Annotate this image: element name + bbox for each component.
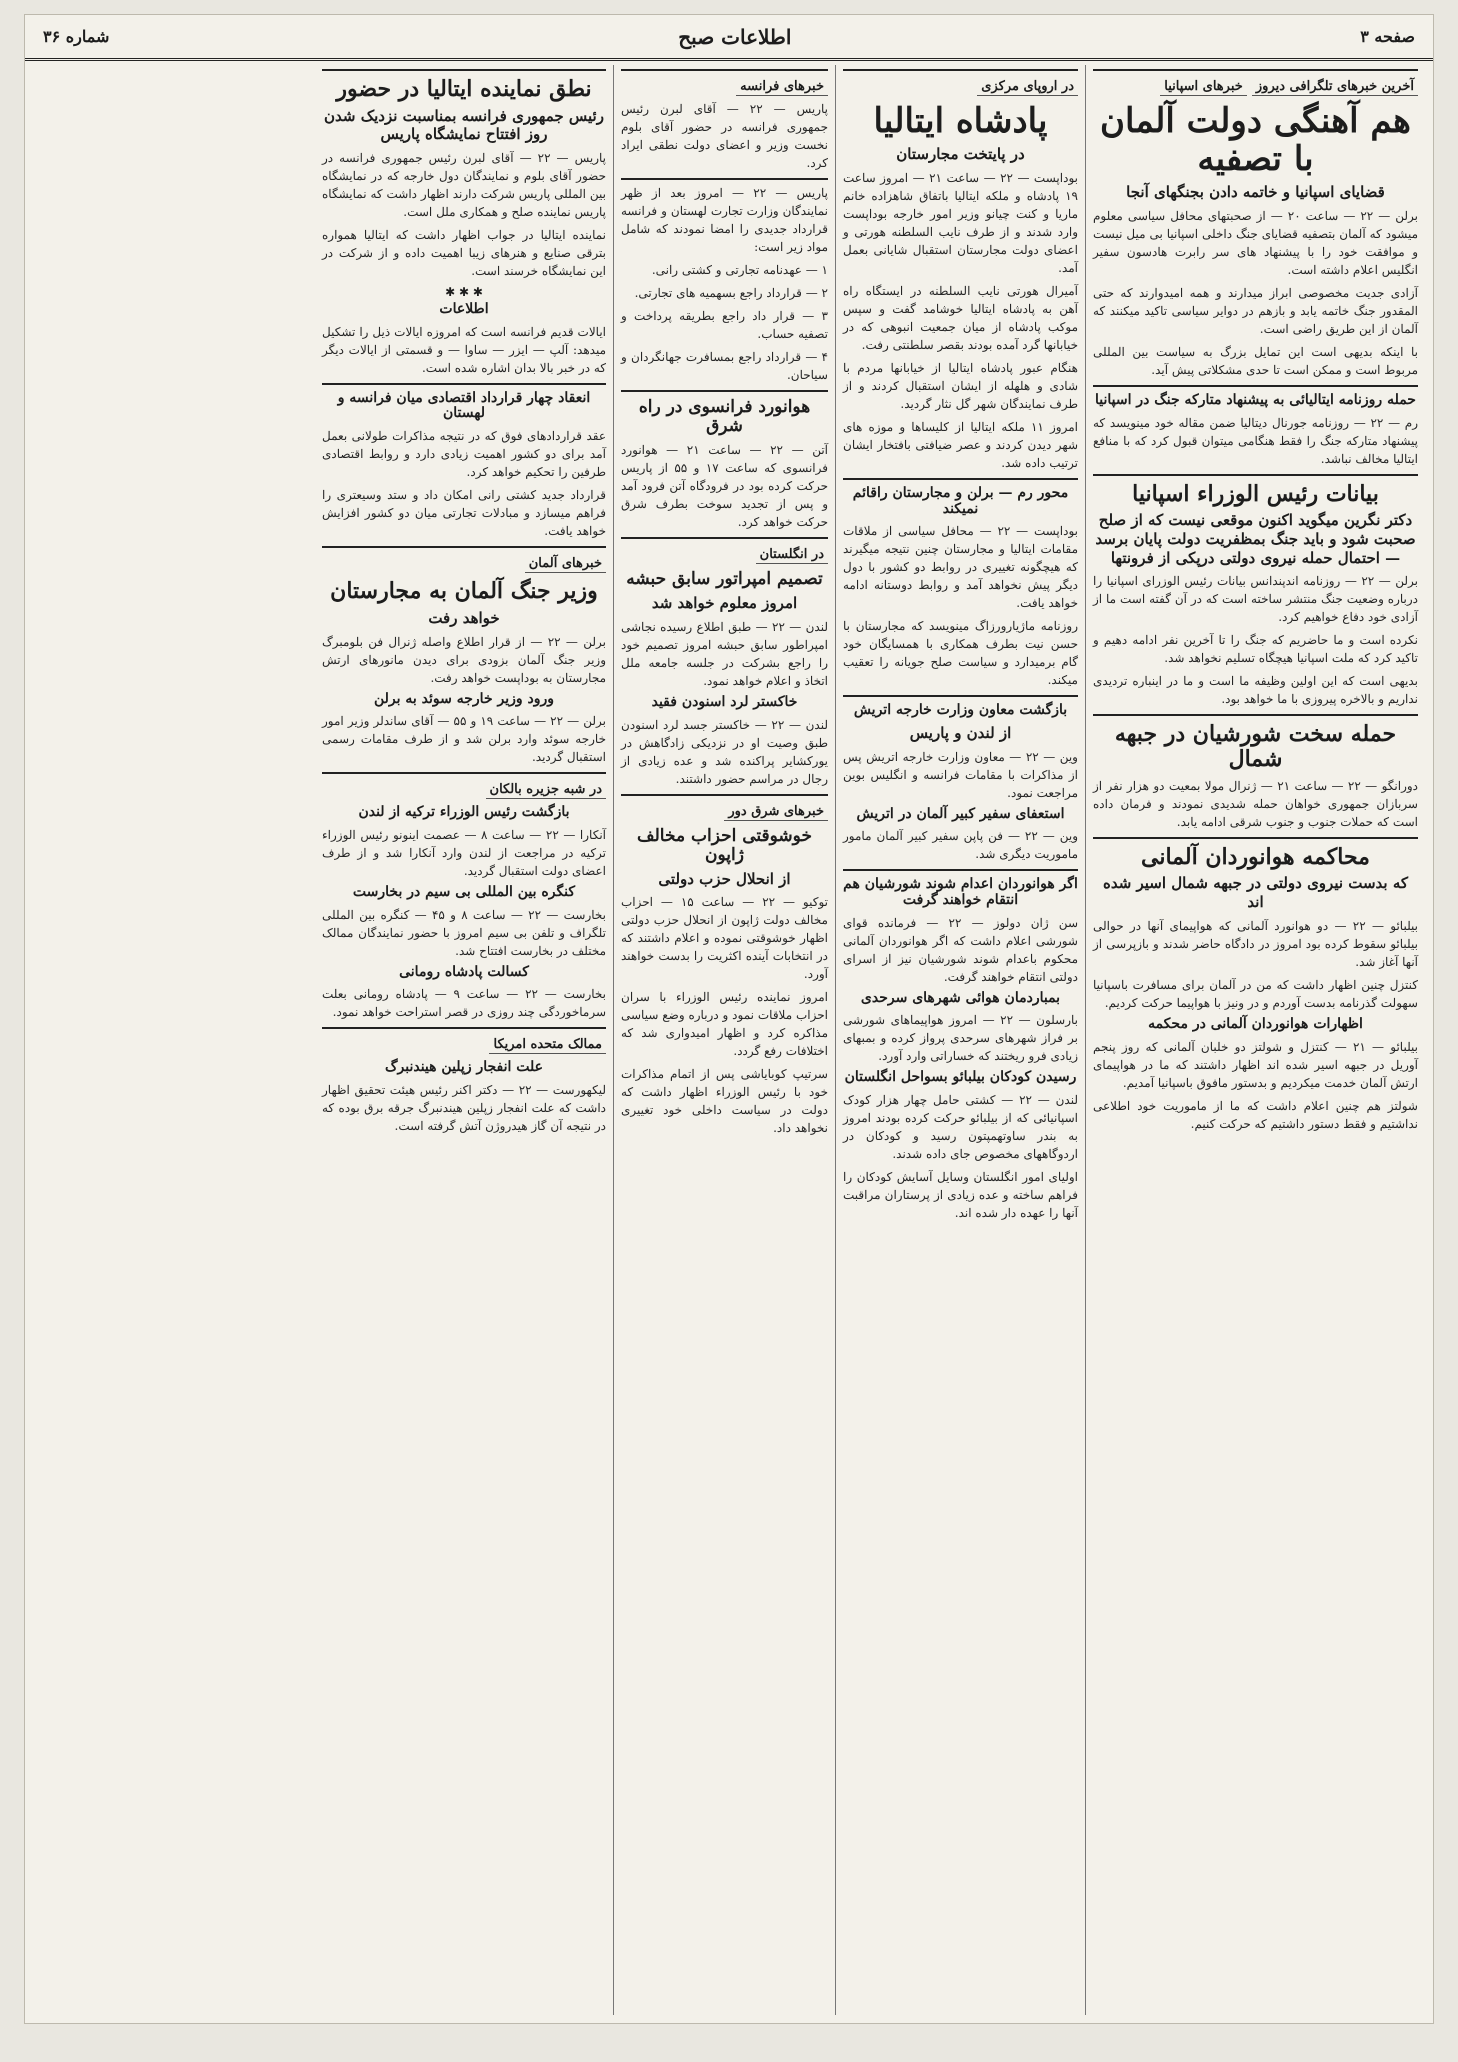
congress-title: کنگره بین المللی بی سیم در بخارست <box>352 883 576 900</box>
italy-speech-section <box>322 69 606 377</box>
flight-title: هوانورد فرانسوی در راه شرق <box>638 397 811 437</box>
england-kicker: در انگلستان <box>756 547 828 564</box>
italy-body-1: بوداپست — ۲۲ — ساعت ۲۱ — امروز ساعت ۱۹ پادشاه و ملکه ایتالیا باتفاق شاهزاده خانم ماریا و کنت چیانو وزیر امور خارجه بوداپست وارد شدند و از طرف نایب السلطنه هورتی و اعضای دولت مجارستان استقبال شایانی بعمل آمد. <box>843 170 1078 275</box>
pm-body-1: برلن — ۲۲ — روزنامه اندپندانس بیانات رئیس الوزرای اسپانیا را درباره وضعیت جنگ منتشر ساخته است که در آن گفته است ما از آزادی خود دفاع خواهیم کرد. <box>1093 574 1418 625</box>
flight-body: آتن — ۲۲ — ساعت ۲۱ — هوانورد فرانسوی که ساعت ۱۷ و ۵۵ از پاریس حرکت کرده بود در فرودگاه آتن فرود آمد و پس از تجدید سوخت بطرف شرق حرکت خواهد کرد. <box>621 443 829 530</box>
columns <box>33 65 1425 2015</box>
column-central-europe <box>835 65 1085 2015</box>
austria-subheadline: از لندن و پاریس <box>909 723 1012 742</box>
north-body: دورانگو — ۲۲ — ساعت ۲۱ — ژنرال مولا بمعیت دو هزار نفر از سربازان جمهوری خواهان حمله شدیدی نمودند و فرمان داده است که حملات جنوب و جنوب شرقی ادامه یابد. <box>1093 778 1418 829</box>
italy-body-4: امروز ۱۱ ملکه ایتالیا از کلیساها و موزه های شهر دیدن کردند و عصر ضیافتی بافتخار ایشان ترتیب داده شد. <box>843 419 1078 470</box>
agreement-section <box>322 383 606 540</box>
paper-name: اطلاعات صبح <box>678 24 792 49</box>
proposal-section <box>1093 385 1418 468</box>
agreement-title: انعقاد چهار قرارداد اقتصادی میان فرانسه و لهستان <box>337 389 591 422</box>
north-section <box>1093 714 1418 830</box>
italy-section <box>843 69 1078 472</box>
trial-body-1: بیلبائو — ۲۲ — دو هوانورد آلمانی که هواپیمای آنها در حوالی بیلبائو سقوط کرده بود امروز در دادگاه حاضر شدند و بازپرسی از آنها آغاز شد. <box>1093 918 1418 969</box>
bombing-body: بارسلون — ۲۲ — امروز هواپیماهای شورشی بر فراز شهرهای سرحدی پرواز کرده و بمبهای زیادی فرو ریختند که خساراتی وارد آورد. <box>843 1013 1078 1064</box>
flight-section <box>621 390 828 531</box>
romania-body: بخارست — ۲۲ — ساعت ۹ — پادشاه رومانی بعلت سرماخوردگی چند روزی در قصر استراحت خواهد نمود. <box>322 987 606 1020</box>
ambassador-title: استعفای سفیر کبیر آلمان در اتریش <box>856 805 1065 822</box>
north-headline: حمله سخت شورشیان در جبهه شمال <box>1114 721 1397 773</box>
france-kicker: خبرهای فرانسه <box>736 79 828 96</box>
hungary-body: بوداپست — ۲۲ — محافل سیاسی از ملاقات مقامات ایتالیا و مجارستان چنین نتیجه میگیرند که هیچگونه تغییری در روابط دو کشور با دول دیگر پیش نخواهد آمد و روابط دوستانه ادامه خواهد یافت. <box>843 524 1078 611</box>
masthead <box>25 15 1433 61</box>
trial-body-2: کنتزل چنین اظهار داشت که من در آلمان برای مسافرت باسپانیا سهولت گذرنامه بدست آوردم و در ونیز با هواپیما حرکت کردیم. <box>1093 977 1418 1010</box>
funeral-title: خاکستر لرد اسنودن فقید <box>651 693 798 710</box>
trade-item-2: ۲ — قرارداد راجع بسهمیه های تجارتی. <box>634 286 828 300</box>
trial-body-4: شولتز هم چنین اعلام داشت که ما از ماموریت خود اطلاعی نداشتیم و فقط دستور داشتیم که حرکت کنیم. <box>1093 1098 1418 1131</box>
france-news-title: اطلاعات <box>439 301 489 318</box>
hungary-body-2: روزنامه ماژیارورزاگ مینویسد که مجارستان با حسن نیت بطرف همکاری با همسایگان خود گام برمیدارد و سیاست صلح جویانه را تعقیب میکند. <box>843 619 1078 688</box>
children-body: لندن — ۲۲ — کشتی حامل چهار هزار کودک اسپانیائی که از بیلبائو حرکت کرده بودند امروز به بندر ساوتهمپتون رسید و کودکان در اردوگاههای مخصوص جای داده شدند. <box>843 1092 1078 1161</box>
far-east-kicker: خبرهای شرق دور <box>724 804 828 821</box>
column-france-england <box>613 65 835 2015</box>
trial-body-3: بیلبائو — ۲۱ — کنتزل و شولتز دو خلبان آلمانی که روز پنجم آوریل در جبهه اسیر شده اند اظهار داشتند که ما در هواپیمای ارتش آلمان خدمت میکردیم و بدستور مافوق باسپانیا آمدیم. <box>1093 1039 1418 1090</box>
austria-section <box>843 695 1078 863</box>
spain-section <box>1093 69 1418 379</box>
newspaper-page <box>24 14 1434 2024</box>
usa-section <box>322 1027 606 1135</box>
raid-body: سن ژان دولوز — ۲۲ — فرمانده قوای شورشی اعلام داشت که اگر هوانوردان آلمانی محکوم باعدام شوند شورشیان نیز از اسرای دولتی انتقام خواهند گرفت. <box>843 915 1078 984</box>
england-section <box>621 537 828 787</box>
italy-speech-body-2: نماینده ایتالیا در جواب اظهار داشت که ایتالیا همواره بترقی صنایع و هنرهای زیبا اهمیت داده و از شرکت در این نمایشگاه خرسند است. <box>322 228 606 279</box>
issue-number: شماره ۳۶ <box>43 27 110 46</box>
ethiopia-subheadline: امروز معلوم خواهد شد <box>651 594 798 613</box>
funeral-body: لندن — ۲۲ — خاکستر جسد لرد اسنودن طبق وصیت او در نزدیکی زادگاهش در یورکشایر پراکنده شد و عده زیادی از رجال در مراسم حضور داشتند. <box>621 717 828 786</box>
trial-statements-title: اظهارات هوانوردان آلمانی در محکمه <box>1148 1015 1363 1032</box>
balkan-section <box>322 772 606 1021</box>
raid-title: اگر هوانوردان اعدام شوند شورشیان هم انتقام خواهند گرفت <box>843 876 1078 908</box>
italy-speech-body-1: پاریس — ۲۲ — آقای لبرن رئیس جمهوری فرانسه در حضور آقای بلوم و نمایندگان دول خارجه که در نمایشگاه بین المللی پاریس شرکت دارند اظهار داشت که نمایشگاه پاریس نماینده صلح و همکاری ملل است. <box>322 151 607 220</box>
trial-headline: محاکمه هوانوردان آلمانی <box>1141 843 1370 870</box>
italy-headline: پادشاه ایتالیا <box>873 101 1048 141</box>
divider-stars: ✱ ✱ ✱ <box>445 285 483 300</box>
hungary-title: محور رم — برلن و مجارستان راقائم نمیکند <box>852 484 1069 517</box>
italy-body-2: آمیرال هورتی نایب السلطنه در ایستگاه راه آهن به پادشاه ایتالیا خوشامد گفت و سپس موکب پادشاه از میان جمعیت انبوهی که در خیابانها گرد آمده بودند بقصر سلطنتی رفت. <box>843 283 1078 352</box>
spain-body-2: آزادی جدیت مخصوصی ابراز میدارند و همه امیدوارند که حتی المقدور جنگ خاتمه یابد و بازهم در دوایر سیاسی تاکید میکنند که آلمان از این طریق راضی است. <box>1093 285 1418 336</box>
germany-body: برلن — ۲۲ — از قرار اطلاع واصله ژنرال فن بلومبرگ وزیر جنگ آلمان بزودی برای دیدن مانورهای ارتش مجارستان به بوداپست خواهد رفت. <box>322 634 606 685</box>
spain-headline: هم آهنگی دولت آلمان با تصفیه <box>1100 101 1411 180</box>
congress-body: بخارست — ۲۲ — ساعت ۸ و ۴۵ — کنگره بین المللی تلگراف و تلفن بی سیم امروز با حضور نمایندگان ممالک مختلف در بخارست افتتاح شد. <box>322 907 606 958</box>
japan-subheadline: از انحلال حزب دولتی <box>658 869 791 888</box>
telegraph-kicker: آخرین خبرهای تلگرافی دیروز <box>1252 79 1418 96</box>
ambassador-body: وین — ۲۲ — فن پاپن سفیر کبیر آلمان مامور ماموریت دیگری شد. <box>843 829 1079 862</box>
germany-kicker: خبرهای آلمان <box>525 556 606 573</box>
france-news-body: ایالات قدیم فرانسه است که امروزه ایالات ذیل را تشکیل میدهد: آلپ — ایزر — ساوا — و قسمتی از ایالات دیگر که در خبر بالا بدان اشاره شده است. <box>322 324 606 375</box>
italy-speech-headline: نطق نماینده ایتالیا در حضور <box>336 76 592 102</box>
ethiopia-title: تصمیم امپراتور سابق حبشه <box>626 569 823 590</box>
pm-subheadline: دکتر نگرین میگوید اکنون موقعی نیست که از صلح صحبت شود و باید جنگ بمظفریت دولت پایان برسد — احتمال حمله نیروی دولتی درپکی از فرونتها <box>1095 511 1416 567</box>
trade-item-4: ۴ — قرارداد راجع بمسافرت جهانگردان و سیاحان. <box>621 350 828 382</box>
trial-section <box>1093 837 1418 1133</box>
pm-body-2: نکرده است و ما حاضریم که جنگ را تا آخرین نفر ادامه دهیم و تاکید کرد که ملت اسپانیا هیچگاه تسلیم نخواهد شد. <box>1093 633 1418 666</box>
usa-kicker: ممالک متحده امریکا <box>489 1037 606 1054</box>
trial-subheadline: که بدست نیروی دولتی در جبهه شمال اسیر شده اند <box>1102 874 1409 912</box>
pm-headline: بیانات رئیس الوزراء اسپانیا <box>1132 480 1379 507</box>
children-title: رسیدن کودکان بیلبائو بسواحل انگلستان <box>844 1069 1077 1086</box>
children-body-2: اولیای امور انگلستان وسایل آسایش کودکان را فراهم ساخته و عده زیادی از پرستاران مراقبت آنها را عهده دار شده اند. <box>843 1169 1078 1220</box>
far-east-section <box>621 794 828 1138</box>
proposal-title: حمله روزنامه ایتالیائی به پیشنهاد متارکه جنگ در اسپانیا <box>1095 391 1416 408</box>
japan-body: توکیو — ۲۲ — ساعت ۱۵ — احزاب مخالف دولت ژاپون از انحلال حزب دولتی اظهار خوشوقتی نموده و اعلام داشتند که در انتخابات آینده اکثریت را بدست خواهند آورد. <box>621 895 828 982</box>
raid-section <box>843 869 1078 1222</box>
japan-body-2: امروز نماینده رئیس الوزراء با سران احزاب ملاقات نمود و درباره وضع سیاسی مذاکره کرد و اظهار امیدواری شد که اختلافات رفع گردد. <box>621 990 828 1059</box>
turkey-body: آنکارا — ۲۲ — ساعت ۸ — عصمت اینونو رئیس الوزراء ترکیه در مراجعت از لندن وارد آنکارا شد و از طرف اعضای دولت استقبال گردید. <box>322 827 607 878</box>
turkey-title: بازگشت رئیس الوزراء ترکیه از لندن <box>358 804 570 821</box>
germany-section <box>322 546 606 766</box>
japan-body-3: سرتیپ کوبایاشی پس از اتمام مذاکرات خود با رئیس الوزراء اظهار داشت که دولت در سیاست داخلی خود تغییری نخواهد داد. <box>621 1067 828 1136</box>
ethiopia-body: لندن — ۲۲ — طبق اطلاع رسیده نجاشی امپراطور سابق حبشه امروز تصمیم خود را راجع بشرکت در جلسه جامعه ملل اتخاذ و اعلام خواهد نمود. <box>621 619 828 688</box>
agreement-body-2: قرارداد جدید کشتی رانی امکان داد و ستد وسیعتری را فراهم میسازد و مبادلات تجارتی میان دو کشور افزایش خواهد یافت. <box>322 488 606 539</box>
trade-item-1: ۱ — عهدنامه تجارتی و کشتی رانی. <box>651 263 828 277</box>
trade-item-3: ۳ — قرار داد راجع بطریقه پرداخت و تصفیه حساب. <box>621 309 828 341</box>
bombing-title: بمباردمان هوائی شهرهای سرحدی <box>860 989 1061 1006</box>
romania-title: کسالت پادشاه رومانی <box>399 963 529 980</box>
spain-body-3: با اینکه بدیهی است این تمایل بزرگ به سیاست بین المللی مربوط است و ممکن است تا حدی مشکلاتی پیش آید. <box>1093 344 1418 377</box>
page-number: صفحه ۳ <box>1360 27 1415 46</box>
column-spain <box>1085 65 1425 2015</box>
japan-title: خوشوقتی احزاب مخالف ژاپون <box>637 825 812 865</box>
sweden-body: برلن — ۲۲ — ساعت ۱۹ و ۵۵ — آقای ساندلر وزیر امور خارجه سوئد وارد برلن شد و از طرف مقامات رسمی استقبال گردید. <box>322 714 606 765</box>
pm-body-3: بدیهی است که این اولین وظیفه ما است و ما در اینباره تردیدی نداریم و بالاخره پیروزی با ما خواهد بود. <box>1093 674 1418 707</box>
trade-body: پاریس — ۲۲ — امروز بعد از ظهر نمایندگان وزارت تجارت لهستان و فرانسه قرارداد جدیدی را امضا نمودند که شامل مواد زیر است: <box>621 186 828 254</box>
austria-title: بازگشت معاون وزارت خارجه اتریش <box>853 702 1068 719</box>
italy-speech-subheadline: رئیس جمهوری فرانسه بمناسبت نزدیک شدن روز افتتاح نمایشگاه پاریس <box>324 106 604 144</box>
zeppelin-body: لیکهورست — ۲۲ — دکتر اکنر رئیس هیئت تحقیق اظهار داشت که علت انفجار زپلین هیندنبرگ جرقه برق بوده که در نتیجه آن گاز هیدروژن آتش گرفته است. <box>322 1082 606 1133</box>
germany-subheadline: خواهد رفت <box>428 608 500 627</box>
trade-section <box>621 178 828 384</box>
spain-kicker: خبرهای اسپانیا <box>1160 79 1247 96</box>
pm-section <box>1093 474 1418 709</box>
france-speech-body: پاریس — ۲۲ — آقای لبرن رئیس جمهوری فرانسه در حضور آقای بلوم نخست وزیر و اعضای دولت نطقی ایراد کرد. <box>621 102 828 170</box>
italy-subheadline: در پایتخت مجارستان <box>896 145 1025 164</box>
spain-body-1: برلن — ۲۲ — ساعت ۲۰ — از صحبتهای محافل سیاسی معلوم میشود که آلمان بتصفیه قضایای جنگ داخلی اسپانیا بی میل نیست و موافقت خود را با پیشنهاد های سر رابرت هادسون سفیر انگلیس اعلام داشته است. <box>1093 208 1418 277</box>
column-france-germany <box>315 65 613 2015</box>
spain-subheadline: قضایای اسپانیا و خاتمه دادن بجنگهای آنجا <box>1126 183 1385 202</box>
balkan-kicker: در شبه جزیره بالکان <box>486 782 606 799</box>
central-europe-kicker: در اروپای مرکزی <box>977 79 1078 96</box>
germany-title: وزیر جنگ آلمان به مجارستان <box>330 578 598 605</box>
zeppelin-title: علت انفجار زپلین هیندنبرگ <box>384 1059 544 1076</box>
agreement-body: عقد قراردادهای فوق که در نتیجه مذاکرات طولانی بعمل آمد برای دو کشور اهمیت زیادی دارد و روابط اقتصادی طرفین را تحکیم خواهد کرد. <box>322 429 606 480</box>
austria-body: وین — ۲۲ — معاون وزارت خارجه اتریش پس از مذاکرات با مقامات فرانسه و انگلیس بوین مراجعت نمود. <box>843 749 1078 800</box>
france-speech-section <box>621 69 828 172</box>
hungary-section <box>843 478 1078 689</box>
italy-body-3: هنگام عبور پادشاه ایتالیا از خیابانها مردم با شادی و هلهله از ایشان استقبال کردند و از طرف نمایندگان شهر گل نثار گردید. <box>843 360 1078 411</box>
sweden-title: ورود وزیر خارجه سوئد به برلن <box>373 690 555 707</box>
proposal-body: رم — ۲۲ — روزنامه جورنال دیتالیا ضمن مقاله خود مینویسد که پیشنهاد متارکه جنگ را فقط هنگامی میتوان قبول کرد که با منافع ایتالیا مخالف نباشد. <box>1093 415 1418 466</box>
